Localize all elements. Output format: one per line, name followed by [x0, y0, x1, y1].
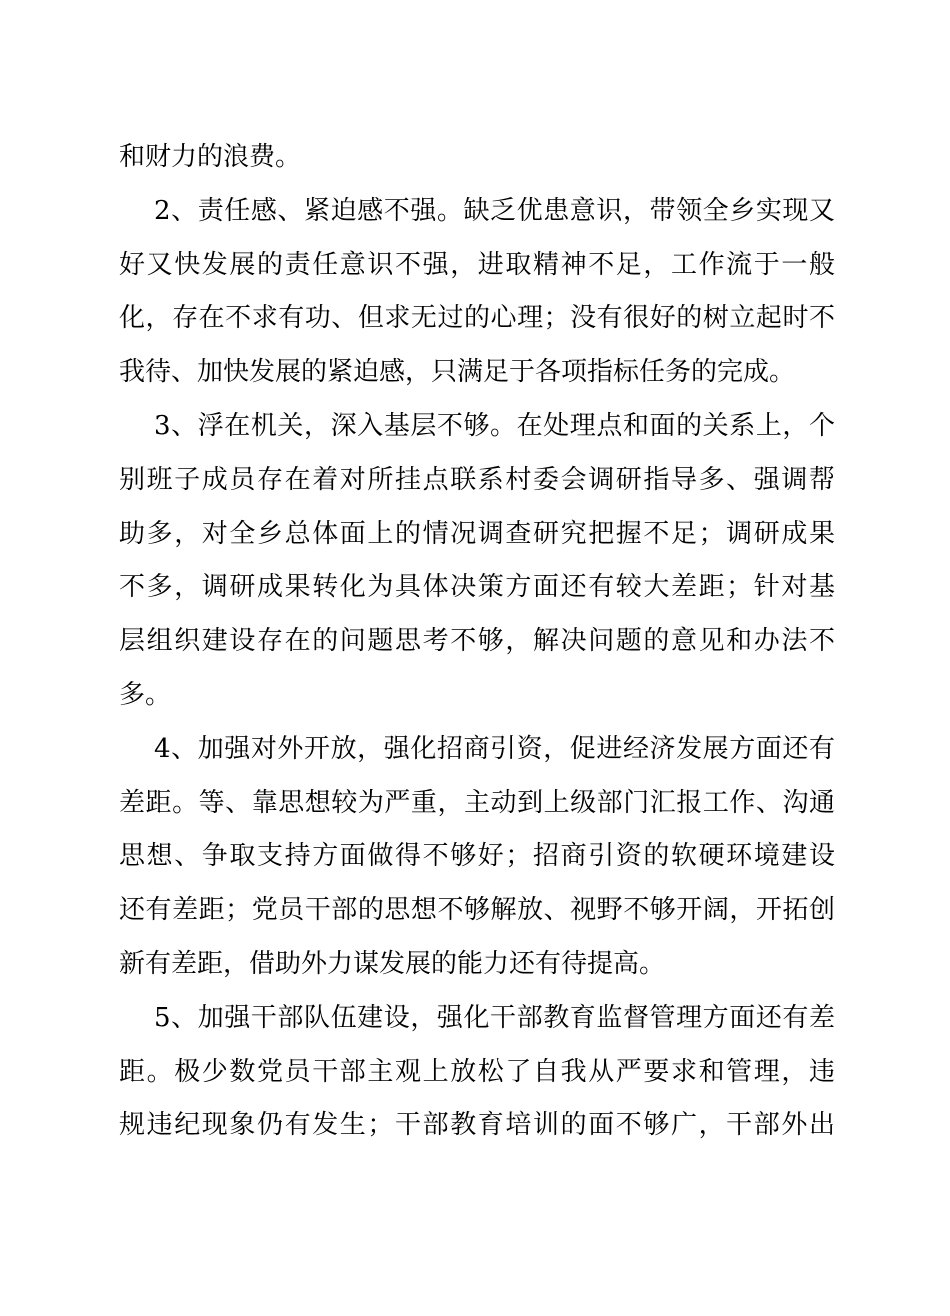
paragraph-1-line-1: 和财力的浪费。	[119, 142, 302, 172]
paragraph-2-line-3: 化，存在不求有功、但求无过的心理；没有很好的树立起时不	[119, 303, 835, 334]
paragraph-4-line-2: 差距。等、靠思想较为严重，主动到上级部门汇报工作、沟通	[119, 787, 835, 818]
paragraph-4-line-4: 还有差距；党员干部的思想不够解放、视野不够开阔，开拓创	[119, 895, 835, 926]
document-body	[119, 131, 835, 1153]
paragraph-3-line-2: 别班子成员存在着对所挂点联系村委会调研指导多、强调帮	[119, 464, 835, 495]
paragraph-5-line-2: 距。极少数党员干部主观上放松了自我从严要求和管理，违	[119, 1056, 835, 1087]
paragraph-3-line-6: 多。	[119, 679, 172, 710]
paragraph-3-line-1: 3、浮在机关，深入基层不够。在处理点和面的关系上，个	[154, 410, 835, 441]
paragraph-2-line-1: 2、责任感、紧迫感不强。缺乏优患意识，带领全乡实现又	[154, 195, 835, 226]
paragraph-4-line-1: 4、加强对外开放，强化招商引资，促进经济发展方面还有	[154, 733, 835, 764]
paragraph-5-line-3: 规违纪现象仍有发生；干部教育培训的面不够广，干部外出	[119, 1110, 835, 1141]
paragraph-4-line-3: 思想、争取支持方面做得不够好；招商引资的软硬环境建设	[119, 841, 835, 872]
paragraph-5-line-1: 5、加强干部队伍建设，强化干部教育监督管理方面还有差	[154, 1002, 835, 1033]
paragraph-4-line-5: 新有差距，借助外力谋发展的能力还有待提高。	[119, 948, 666, 979]
paragraph-3-line-3: 助多，对全乡总体面上的情况调查研究把握不足；调研成果	[119, 518, 835, 549]
paragraph-2-line-4: 我待、加快发展的紧迫感，只满足于各项指标任务的完成。	[119, 357, 796, 388]
paragraph-3-line-4: 不多，调研成果转化为具体决策方面还有较大差距；针对基	[119, 572, 835, 603]
paragraph-3-line-5: 层组织建设存在的问题思考不够，解决问题的意见和办法不	[119, 626, 835, 657]
paragraph-2-line-2: 好又快发展的责任意识不强，进取精神不足，工作流于一般	[119, 249, 835, 280]
